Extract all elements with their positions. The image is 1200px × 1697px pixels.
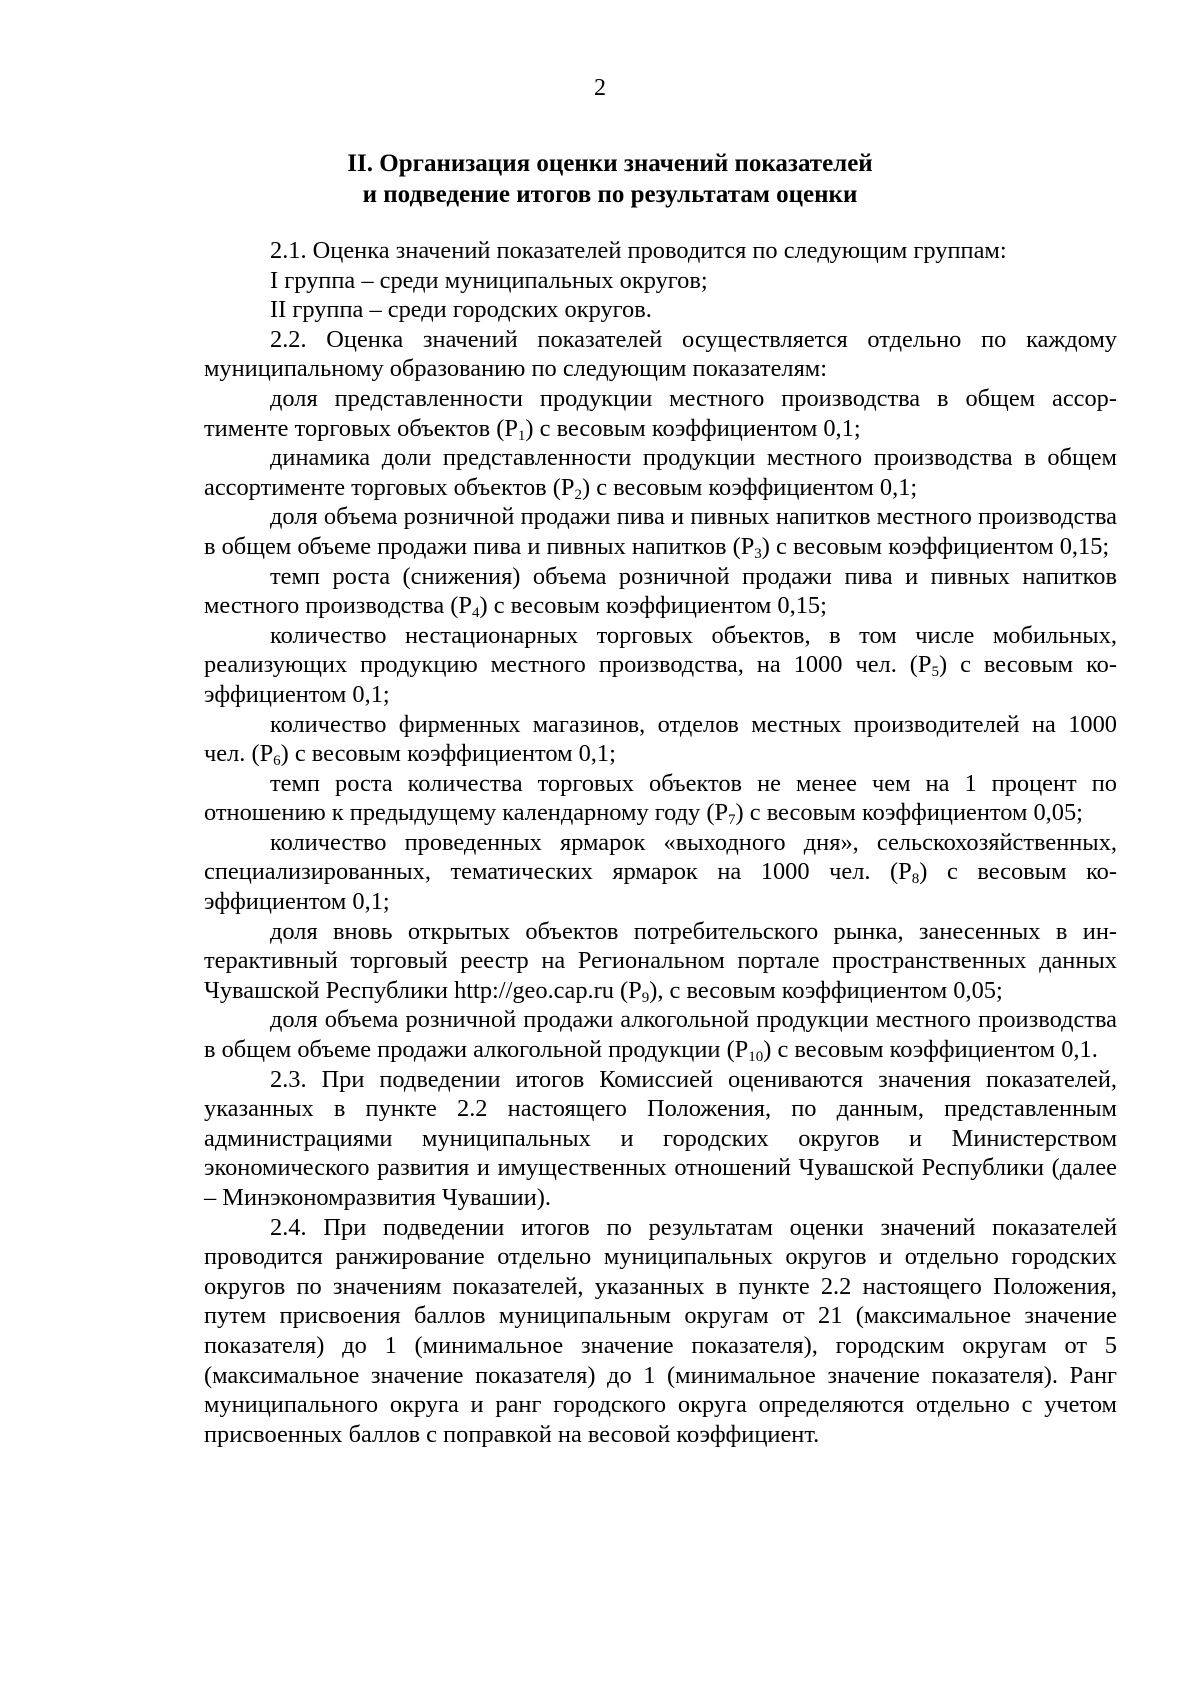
indicator-text: доля объема розничной продажи пива и пивных напитков местного производства в общем объеме продажи пива и пивных напитков (Р <box>204 503 1117 560</box>
indicator-weight: ) с весовым коэффициентом 0,15; <box>761 532 1110 560</box>
section-heading-line-2: и подведение итогов по результатам оценки <box>362 181 858 208</box>
indicator-subscript: 2 <box>574 486 582 503</box>
paragraph-2-3: 2.3. При подведении итогов Комиссией оцениваются значения показателей, указанных в пункте 2.2 настоящего Положения, по данным, представленным администрациями муниципальных и городских округов и Министерством экономического развития и имущественных отношений Чувашской Республики (далее – Минэкономразвития Чувашии). <box>204 1065 1117 1211</box>
document-body <box>204 236 1117 1449</box>
indicator-subscript: 6 <box>273 753 281 770</box>
section-heading <box>140 148 1080 210</box>
indicator-weight: ), с весовым коэффициентом 0,05; <box>649 976 1003 1004</box>
indicator-subscript: 8 <box>911 871 920 888</box>
indicator-text: темп роста количества торговых объектов не менее чем на 1 процент по отношению к предыдущему календарному году (Р <box>204 769 1117 827</box>
indicator-text: количество фирменных магазинов, отделов местных производителей на 1000 чел. (Р <box>204 710 1117 768</box>
indicator-weight: ) с весовым коэффициентом 0,1; <box>581 473 918 501</box>
paragraph-group-1: I группа – среди муниципальных округов; <box>270 266 708 294</box>
indicator-p10 <box>204 1005 1117 1064</box>
indicator-subscript: 10 <box>748 1049 764 1066</box>
indicator-text: доля представленности продукции местного производства в общем ассортименте торговых объектов (Р <box>204 384 1117 442</box>
indicator-weight: ) с весовым коэффициентом 0,1; <box>204 858 1118 916</box>
indicator-subscript: 4 <box>471 605 480 622</box>
indicator-text: количество нестационарных торговых объектов, в том числе мобильных, реализующих продукцию местного производства, на 1000 чел. (Р <box>204 621 1117 679</box>
indicator-weight: ) с весовым коэффициентом 0,1. <box>763 1036 1098 1064</box>
indicator-p5 <box>204 621 1117 710</box>
indicator-p8 <box>204 828 1117 917</box>
paragraph-2-2: 2.2. Оценка значений показателей осуществляется отдельно по каждому муниципальному образованию по следующим показателям: <box>204 325 1117 383</box>
indicator-subscript: 3 <box>754 545 762 562</box>
indicator-subscript: 7 <box>728 812 736 829</box>
paragraph-2-4: 2.4. При подведении итогов по результатам оценки значений показателей проводится ранжирование отдельно муниципальных округов и отдельно городских округов по значениям показателей, указанных в пункте 2.2 настоящего Положения, путем присвоения баллов муниципальным округам от 21 (максимальное значение показателя) до 1 (минимальное значение показателя), городским округам от 5 (максимальное значение показателя) до 1 (минимальное значение показателя). Ранг муниципального округа и ранг городского округа определяются отдельно с учетом присвоенных баллов с поправкой на весовой коэффициент. <box>204 1213 1117 1448</box>
indicator-weight: ) с весовым коэффициентом 0,1; <box>525 414 861 442</box>
indicator-weight: ) с весовым коэффициентом 0,15; <box>479 592 827 620</box>
indicator-subscript: 9 <box>641 989 650 1006</box>
indicator-subscript: 1 <box>517 427 526 444</box>
indicator-weight: ) с весовым коэффициентом 0,05; <box>735 799 1083 827</box>
indicator-p7 <box>204 769 1117 828</box>
paragraph-2-1: 2.1. Оценка значений показателей проводится по следующим группам: <box>270 237 1007 264</box>
indicator-weight: ) с весовым коэффициентом 0,1; <box>280 740 616 768</box>
indicator-subscript: 5 <box>931 664 939 681</box>
indicator-text: доля объема розничной продажи алкогольной продукции местного производства в общем объеме продажи алкогольной продукции (Р <box>204 1006 1117 1064</box>
paragraph-group-2: II группа – среди городских округов. <box>270 296 652 324</box>
page-number: 2 <box>594 75 606 101</box>
indicator-p1 <box>204 384 1117 443</box>
indicator-p6 <box>204 710 1117 769</box>
indicator-p2 <box>204 443 1117 502</box>
indicator-text: динамика доли представленности продукции местного производства в общем ассортименте торговых объектов (Р <box>204 444 1117 501</box>
section-heading-line-1: II. Организация оценки значений показателей <box>347 150 873 177</box>
indicator-weight: ) с весовым коэффициентом 0,1; <box>204 651 1117 708</box>
indicator-text: доля вновь открытых объектов потребительского рынка, занесенных в интерактивный торговый реестр на Региональном портале пространственных данных Чувашской Республики http://geo.cap.ru (Р <box>204 917 1117 1004</box>
indicator-text: темп роста (снижения) объема розничной продажи пива и пивных напитков местного производства (Р <box>204 562 1117 620</box>
indicator-text: количество проведенных ярмарок «выходного дня», сельскохозяйственных, специализированных, тематических ярмарок на 1000 чел. (Р <box>204 828 1117 886</box>
indicator-p4 <box>204 562 1117 621</box>
indicator-p9 <box>204 917 1117 1006</box>
indicator-p3 <box>204 502 1117 561</box>
